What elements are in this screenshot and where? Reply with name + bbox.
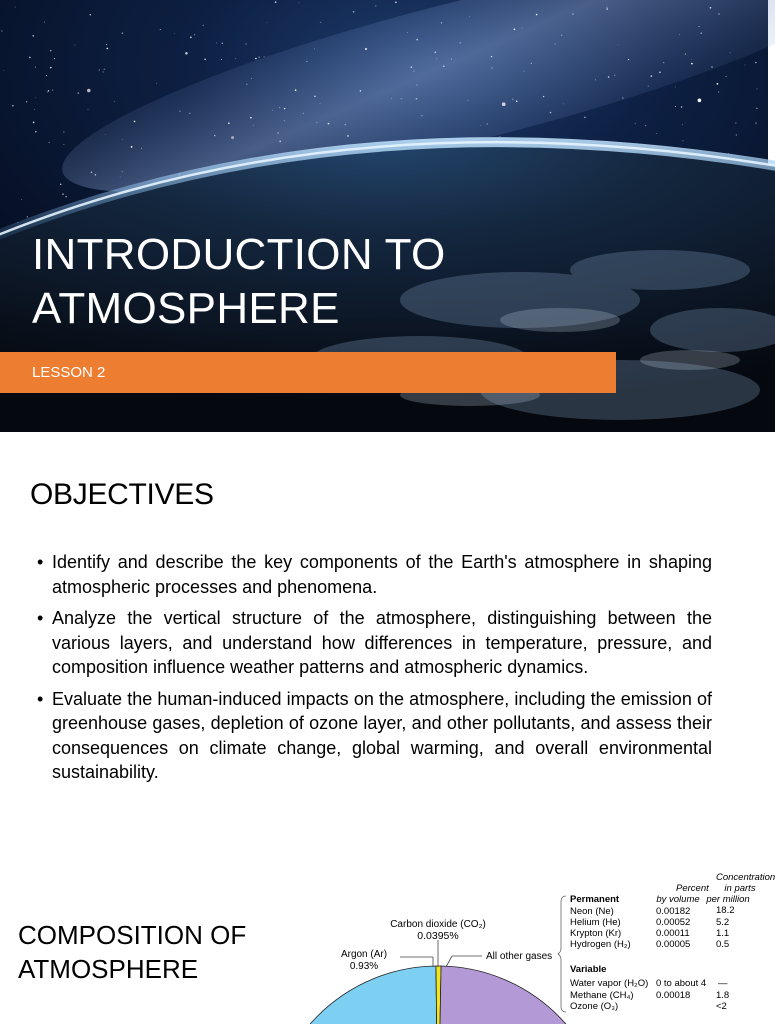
star	[491, 67, 492, 68]
objective-item: • Analyze the vertical structure of the atmosphere, distinguishing between the various layers, and understand how differences in temperature, pressure, and composition influence weather patterns and atmospheric dynamics.	[52, 606, 712, 680]
star	[131, 146, 133, 148]
gas-percent: 0.00005	[656, 939, 691, 950]
other-leader-drop	[446, 956, 452, 967]
star	[35, 97, 36, 98]
star	[122, 32, 123, 33]
star	[572, 13, 574, 15]
star	[491, 56, 492, 57]
star	[174, 33, 175, 34]
star	[33, 35, 34, 36]
col-conc-line3: per million	[706, 894, 750, 905]
star	[659, 71, 661, 73]
star	[221, 59, 222, 60]
star	[259, 56, 260, 57]
title-line-2: ATMOSPHERE	[32, 284, 340, 333]
star	[231, 136, 234, 139]
star	[614, 75, 615, 76]
star	[284, 108, 285, 109]
star	[272, 110, 273, 111]
star	[698, 99, 702, 103]
star	[235, 58, 236, 59]
star	[561, 35, 562, 36]
objective-item: • Identify and describe the key components of the Earth's atmosphere in shaping atmospheric processes and phenomena.	[52, 550, 712, 599]
star	[216, 43, 217, 44]
star	[735, 123, 736, 124]
gas-name: Krypton (Kr)	[570, 928, 622, 939]
star	[700, 32, 702, 34]
star	[421, 115, 422, 116]
star	[663, 62, 664, 63]
star	[314, 96, 315, 97]
star	[755, 62, 756, 63]
star	[255, 58, 257, 60]
star	[214, 135, 215, 136]
star	[29, 57, 31, 59]
star	[745, 65, 746, 66]
star	[179, 111, 180, 112]
star	[228, 122, 230, 124]
star	[204, 59, 205, 60]
star	[416, 98, 418, 100]
star	[756, 108, 757, 109]
star	[365, 48, 367, 50]
gas-percent: 0.00052	[656, 917, 691, 928]
star	[54, 58, 55, 59]
star	[648, 86, 649, 87]
star	[757, 88, 758, 89]
star	[105, 134, 106, 135]
gas-name: Ozone (O₃)	[570, 1001, 619, 1012]
star	[91, 172, 93, 174]
star	[718, 91, 719, 92]
star	[679, 34, 680, 35]
star	[543, 96, 544, 97]
star	[584, 116, 586, 118]
star	[26, 101, 28, 103]
star	[499, 136, 500, 137]
star	[316, 122, 317, 123]
col-conc-line2: in parts	[724, 883, 756, 894]
gas-name: Helium (He)	[570, 917, 621, 928]
other-gases-label: All other gases	[486, 951, 553, 962]
star	[675, 106, 676, 107]
star	[35, 67, 36, 68]
star	[512, 99, 513, 100]
star	[87, 89, 91, 93]
star	[595, 79, 596, 80]
argon-label: Argon (Ar)	[340, 949, 388, 960]
star	[103, 71, 104, 72]
star	[736, 134, 737, 135]
star	[320, 22, 321, 23]
star	[63, 144, 64, 145]
star	[264, 56, 265, 57]
gas-ppm: 1.8	[716, 990, 730, 1001]
star	[306, 61, 307, 62]
star	[122, 139, 123, 140]
objectives-slide	[0, 432, 768, 836]
composition-pie-chart	[300, 836, 560, 1024]
col-conc-line1: Concentration	[716, 872, 775, 883]
star	[50, 50, 52, 52]
star	[460, 42, 461, 43]
title-line-1: INTRODUCTION TO	[32, 230, 446, 279]
star	[651, 75, 652, 76]
star	[250, 117, 252, 119]
star	[606, 7, 607, 8]
star	[531, 63, 532, 64]
star	[417, 85, 418, 86]
star	[691, 59, 692, 60]
star	[47, 91, 48, 92]
gas-name: Hydrogen (H₂)	[570, 939, 631, 950]
star	[104, 69, 105, 70]
star	[550, 112, 552, 114]
star	[718, 13, 719, 14]
star	[353, 11, 355, 13]
star	[298, 2, 299, 3]
star	[645, 125, 646, 126]
star	[345, 124, 347, 126]
star	[114, 101, 115, 102]
star	[416, 39, 418, 41]
star	[246, 84, 247, 85]
star	[90, 14, 91, 15]
star	[487, 124, 488, 125]
star	[711, 66, 712, 67]
star	[682, 124, 683, 125]
star	[203, 25, 204, 26]
star	[122, 171, 123, 172]
star	[63, 132, 64, 133]
star	[480, 125, 481, 126]
star	[314, 49, 315, 50]
star	[88, 109, 89, 110]
star	[395, 1, 397, 3]
star	[279, 141, 281, 143]
star	[295, 89, 297, 91]
star	[436, 59, 437, 60]
star	[618, 44, 619, 45]
star	[62, 193, 64, 195]
star	[275, 1, 276, 2]
star	[267, 22, 268, 23]
star	[27, 216, 28, 217]
star	[251, 78, 252, 79]
star	[185, 52, 188, 55]
star	[622, 98, 623, 99]
star	[60, 184, 61, 185]
star	[65, 196, 66, 197]
star	[726, 76, 727, 77]
star	[141, 148, 142, 149]
star	[34, 109, 35, 110]
star	[411, 66, 413, 68]
gas-name: Water vapor (H₂O)	[570, 978, 649, 989]
star	[278, 132, 279, 133]
star	[189, 113, 190, 114]
permanent-label: Permanent	[570, 894, 620, 905]
star	[656, 133, 657, 134]
argon-value: 0.93%	[349, 961, 379, 972]
star	[194, 34, 195, 35]
star	[635, 123, 636, 124]
gas-percent: 0.00011	[656, 928, 690, 939]
pie-slice-argon	[268, 966, 438, 1024]
gas-ppm: 1.1	[716, 928, 730, 939]
col-percent-line1: Percent	[676, 883, 709, 894]
star	[49, 142, 50, 143]
star	[441, 22, 442, 23]
gas-percent: 0 to about 4	[656, 978, 707, 989]
gas-ppm: <2	[716, 1001, 727, 1012]
composition-title	[18, 918, 246, 986]
star	[48, 90, 49, 91]
star	[522, 28, 523, 29]
star	[320, 103, 321, 104]
composition-title-line-2: ATMOSPHERE	[18, 954, 199, 984]
star	[120, 177, 121, 178]
star	[555, 44, 556, 45]
star	[46, 75, 47, 76]
star	[685, 53, 686, 54]
lesson-label: LESSON 2	[32, 364, 106, 381]
star	[536, 14, 537, 15]
star	[15, 7, 16, 8]
star	[443, 65, 445, 67]
objectives-list	[52, 550, 712, 792]
star	[160, 29, 161, 30]
gas-ppm: —	[718, 978, 728, 989]
objectives-title: OBJECTIVES	[30, 478, 214, 511]
presentation-title	[32, 228, 446, 336]
star	[360, 90, 362, 92]
star	[413, 70, 414, 71]
star	[50, 67, 52, 69]
star	[563, 104, 564, 105]
star	[21, 199, 22, 200]
gas-name: Neon (Ne)	[570, 906, 614, 917]
star	[407, 32, 408, 33]
star	[524, 71, 525, 72]
gas-ppm: 0.5	[716, 939, 730, 950]
star	[608, 76, 610, 78]
star	[106, 48, 108, 50]
gas-name: Methane (CH₄)	[570, 990, 634, 1001]
gas-ppm: 5.2	[716, 917, 730, 928]
star	[279, 107, 280, 108]
star	[74, 44, 75, 45]
star	[134, 121, 136, 123]
star	[4, 70, 5, 71]
star	[33, 122, 35, 124]
star	[284, 120, 285, 121]
star	[222, 43, 223, 44]
star	[691, 63, 693, 65]
col-percent-line2: by volume	[656, 894, 700, 905]
star	[347, 135, 349, 137]
lesson-banner	[0, 352, 616, 393]
co2-label: Carbon dioxide (CO₂)	[390, 919, 486, 930]
gas-percent: 0.00018	[656, 990, 691, 1001]
star	[52, 90, 53, 91]
star	[303, 113, 304, 114]
composition-title-line-1: COMPOSITION OF	[18, 920, 247, 950]
star	[401, 98, 402, 99]
star	[375, 5, 376, 6]
star	[502, 102, 506, 106]
variable-label: Variable	[570, 964, 607, 975]
star	[514, 28, 516, 30]
star	[628, 59, 629, 60]
composition-slide	[0, 836, 775, 1024]
star	[675, 87, 676, 88]
star	[328, 123, 330, 125]
star	[682, 140, 683, 141]
objective-item: • Evaluate the human-induced impacts on the atmosphere, including the emission of greenhouse gases, depletion of ozone layer, and other pollutants, and assess their consequences on climate change, global warming, and overall environmental sustainability.	[52, 687, 712, 785]
star	[434, 51, 436, 53]
star	[717, 83, 719, 85]
star	[699, 26, 700, 27]
star	[468, 100, 469, 101]
star	[156, 83, 157, 84]
table-brace	[558, 894, 568, 1014]
star	[246, 44, 247, 45]
title-slide	[0, 0, 768, 432]
star	[35, 131, 37, 133]
star	[106, 44, 107, 45]
gas-percent: 0.00182	[656, 906, 691, 917]
gas-ppm: 18.2	[716, 905, 735, 916]
star	[253, 125, 254, 126]
star	[1, 30, 2, 31]
star	[730, 52, 731, 53]
star	[77, 92, 79, 94]
star	[469, 16, 470, 17]
star	[99, 69, 100, 70]
star	[710, 7, 712, 9]
star	[391, 98, 392, 99]
co2-value: 0.0395%	[417, 930, 459, 942]
star	[755, 123, 756, 124]
star	[12, 105, 14, 107]
star	[606, 8, 608, 10]
star	[451, 59, 452, 60]
star	[190, 37, 192, 39]
star	[681, 106, 682, 107]
star	[516, 101, 518, 103]
star	[95, 174, 97, 176]
star	[44, 22, 45, 23]
